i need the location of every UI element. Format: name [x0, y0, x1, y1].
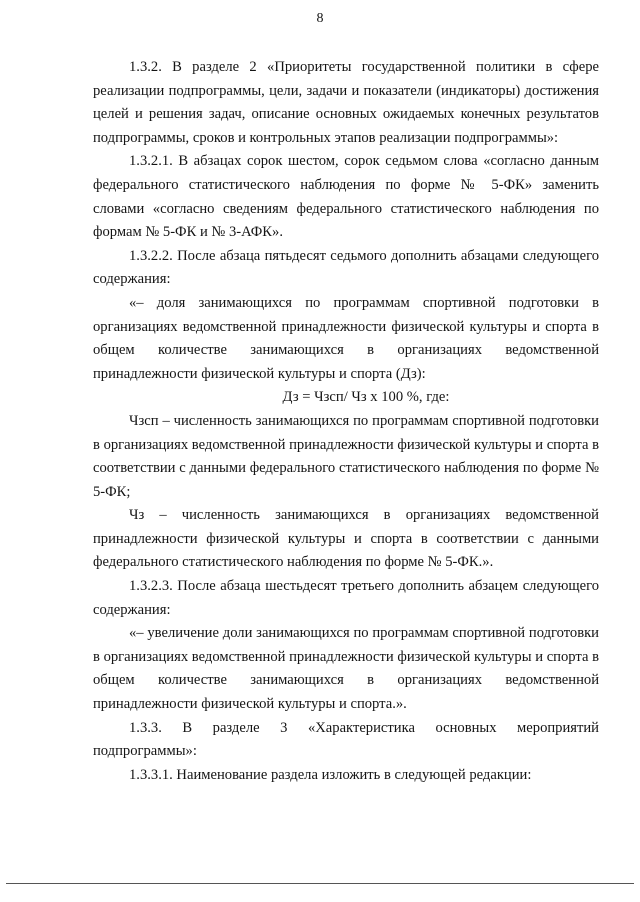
page-number: 8	[316, 11, 324, 26]
paragraph-1-3-3: 1.3.3. В разделе 3 «Характеристика основных мероприятий подпрограммы»:	[93, 719, 599, 760]
paragraph-1-3-2-1: 1.3.2.1. В абзацах сорок шестом, сорок седьмом слова «согласно данным федерального статистического наблюдения по форме № 5-ФК» заменить словами «согласно сведениям федерального статистического наблюдения по формам № 5-ФК и № 3-АФК».	[93, 153, 599, 241]
paragraph-quote-increase-share: «– увеличение доли занимающихся по программам спортивной подготовки в организациях ведомственной принадлежности физической культуры и спорта в общем количестве занимающихся в организациях ведомственной принадлежности физической культуры и спорта.».	[93, 625, 599, 713]
page-bottom-divider	[6, 883, 634, 884]
paragraph-1-3-2-2: 1.3.2.2. После абзаца пятьдесят седьмого дополнить абзацами следующего содержания:	[93, 247, 599, 288]
paragraph-1-3-3-1: 1.3.3.1. Наименование раздела изложить в следующей редакции:	[129, 766, 532, 783]
paragraph-1-3-2: 1.3.2. В разделе 2 «Приоритеты государственной политики в сфере реализации подпрограммы, цели, задачи и показатели (индикаторы) достижения целей и решения задач, описание основных ожидаемых конечных результатов подпрограммы, сроков и контрольных этапов реализации подпрограммы»:	[93, 59, 599, 146]
formula-dz: Дз = Чзсп/ Чз х 100 %, где:	[282, 389, 450, 406]
paragraph-chz-definition: Чз – численность занимающихся в организациях ведомственной принадлежности физической культуры и спорта в соответствии с данными федерального статистического наблюдения по форме № 5-ФК.».	[93, 507, 599, 571]
paragraph-chzsp-definition: Чзсп – численность занимающихся по программам спортивной подготовки в организациях ведомственной принадлежности физической культуры и спорта в соответствии с данными федерального статистического наблюдения по форме № 5-ФК;	[93, 412, 599, 500]
paragraph-1-3-2-3: 1.3.2.3. После абзаца шестьдесят третьего дополнить абзацем следующего содержания:	[93, 578, 599, 618]
document-body	[93, 56, 599, 787]
paragraph-quote-dz-definition: «– доля занимающихся по программам спортивной подготовки в организациях ведомственной принадлежности физической культуры и спорта в общем количестве занимающихся в организациях ведомственной принадлежности физической культуры и спорта (Дз):	[93, 294, 599, 382]
